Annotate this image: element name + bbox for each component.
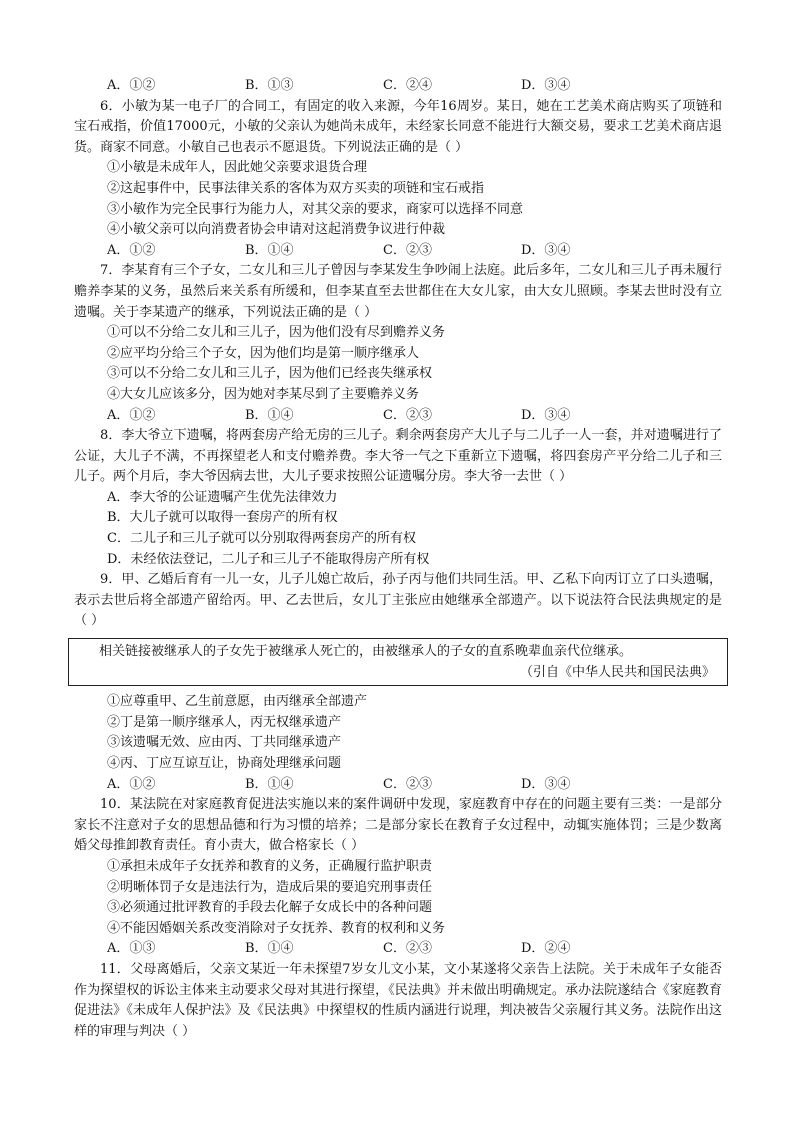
q7-option-3: ③可以不分给二女儿和三儿子，因为他们已经丧失继承权 (107, 366, 433, 382)
q9-option-2: ②丁是第一顺序继承人，丙无权继承遗产 (107, 714, 342, 730)
q5-choice-b[interactable]: B．①③ (245, 78, 294, 93)
q6-choices (74, 241, 722, 262)
q10-choice-d[interactable]: D．②④ (521, 941, 571, 957)
q8-option-d[interactable]: D．未经依法登记，二儿子和三儿子不能取得房产所有权 (107, 551, 430, 567)
q9-option-1: ①应尊重甲、乙生前意愿，由丙继承全部遗产 (107, 694, 368, 710)
q9-choice-a[interactable]: A．①② (107, 776, 156, 792)
q7-stem: 7．李某育有三个子女，二女儿和三儿子曾因与李某发生争吵闹上法庭。此后多年，二女儿和三儿子再未履行赡养李某的义务，虽然后来关系有所缓和，但李某直至去世都住在大女儿家，由大女儿照顾。李某去世时没有立遗嘱。关于李某遗产的继承，下列说法正确的是（ ） (74, 263, 722, 320)
q8-stem: 8．李大爷立下遗嘱，将两套房产给无房的三儿子。剩余两套房产大儿子与二儿子一人一套，并对遗嘱进行了公证，大儿子不满，不再探望老人和支付赡养费。李大爷一气之下重新立下遗嘱，将四套房产平分给二儿子和三儿子。两个月后，李大爷因病去世，大儿子要求按照公证遗嘱分房。李大爷一去世（ ） (74, 428, 722, 485)
q6-stem: 6．小敏为某一电子厂的合同工，有固定的收入来源，今年16周岁。某日，她在工艺美术商店购买了项链和宝石戒指，价值17000元，小敏的父亲认为她尚未成年，未经家长同意不能进行大额交易，要求工艺美术商店退货。商家不同意。小敏自己也表示不愿退货。下列说法正确的是（ ） (74, 98, 722, 155)
related-link-source: （引自《中华人民共和国民法典》 (519, 664, 715, 680)
q8-option-b[interactable]: B．大儿子就可以取得一套房产的所有权 (107, 510, 338, 526)
q6-option-2: ②这起事件中，民事法律关系的客体为双方买卖的项链和宝石戒指 (107, 180, 485, 196)
q6-choice-b[interactable]: B．①④ (245, 242, 294, 258)
q7-option-2: ②应平均分给三个子女，因为他们均是第一顺序继承人 (107, 345, 420, 361)
q6-option-1: ①小敏是未成年人，因此她父亲要求退货合理 (107, 160, 368, 176)
q7-choice-c[interactable]: C．②③ (383, 407, 432, 423)
q7-option-4: ④大女儿应该多分，因为她对李某尽到了主要赡养义务 (107, 386, 420, 402)
q8-option-c[interactable]: C．二儿子和三儿子就可以分别取得两套房产的所有权 (107, 531, 416, 547)
q10-choice-a[interactable]: A．①③ (107, 941, 156, 957)
q7-choices (74, 406, 722, 427)
q10-option-2: ②明晰体罚子女是违法行为，造成后果的要追究刑事责任 (107, 879, 433, 895)
q9-choices (74, 775, 722, 796)
q10-choice-b[interactable]: B．①④ (245, 941, 294, 957)
q10-option-1: ①承担未成年子女抚养和教育的义务，正确履行监护职责 (107, 858, 433, 874)
q5-choice-c[interactable]: C．②④ (383, 78, 432, 93)
q6-option-3: ③小敏作为完全民事行为能力人，对其父亲的要求，商家可以选择不同意 (107, 201, 524, 217)
q9-choice-b[interactable]: B．①④ (245, 776, 294, 792)
q6-option-4: ④小敏父亲可以向消费者协会申请对这起消费争议进行仲裁 (107, 222, 446, 238)
q7-choice-a[interactable]: A．①② (107, 407, 156, 423)
q6-choice-c[interactable]: C．②③ (383, 242, 432, 258)
q9-option-3: ③该遗嘱无效、应由丙、丁共同继承遗产 (107, 735, 342, 751)
q5-choice-a[interactable]: A．①② (107, 78, 156, 93)
q10-option-3: ③必须通过批评教育的手段去化解子女成长中的各种问题 (107, 900, 433, 916)
q10-choice-c[interactable]: C．②③ (383, 941, 432, 957)
q6-choice-a[interactable]: A．①② (107, 242, 156, 258)
q5-choice-d[interactable]: D．③④ (521, 78, 571, 93)
exam-page (74, 76, 722, 1042)
q9-choice-d[interactable]: D．③④ (521, 776, 571, 792)
related-link-box (68, 638, 728, 686)
q10-stem: 10．某法院在对家庭教育促进法实施以来的案件调研中发现，家庭教育中存在的问题主要有三类：一是部分家长不注意对子女的思想品德和行为习惯的培养；二是部分家长在教育子女过程中，动辄实施体罚；三是少数离婚父母推卸教育责任。育小责大，做合格家长（ ） (74, 797, 722, 854)
q9-option-4: ④丙、丁应互谅互让，协商处理继承问题 (107, 756, 342, 771)
q9-stem: 9．甲、乙婚后育有一儿一女，儿子儿媳亡故后，孙子丙与他们共同生活。甲、乙私下向丙订立了口头遗嘱，表示去世后将全部遗产留给丙。甲、乙去世后，女儿丁主张应由她继承全部遗产。以下说法符合民法典规定的是（ ） (74, 572, 722, 629)
q8-option-a[interactable]: A．李大爷的公证遗嘱产生优先法律效力 (107, 489, 338, 505)
related-link-text: 相关链接被继承人的子女先于被继承人死亡的，由被继承人的子女的直系晚辈血亲代位继承。 (99, 644, 633, 660)
q10-option-4: ④不能因婚姻关系改变消除对子女抚养、教育的权利和义务 (107, 920, 446, 936)
q9-choice-c[interactable]: C．②③ (383, 776, 432, 792)
q7-option-1: ①可以不分给二女儿和三儿子，因为他们没有尽到赡养义务 (107, 325, 446, 341)
q5-choices (74, 76, 722, 97)
q11-stem: 11．父母离婚后，父亲文某近一年未探望7岁女儿文小某，文小某遂将父亲告上法院。关于未成年子女能否作为探望权的诉讼主体来主动要求父母对其进行探望，《民法典》并未做出明确规定。承办法院遂结合《家庭教育促进法》《未成年人保护法》及《民法典》中探望权的性质内涵进行说理，判决被告父亲履行其义务。法院作出这样的审理与判决（ ） (74, 961, 722, 1039)
q7-choice-b[interactable]: B．①④ (245, 407, 294, 423)
q6-choice-d[interactable]: D．③④ (521, 242, 571, 258)
q10-choices (74, 939, 722, 960)
q7-choice-d[interactable]: D．③④ (521, 407, 571, 423)
